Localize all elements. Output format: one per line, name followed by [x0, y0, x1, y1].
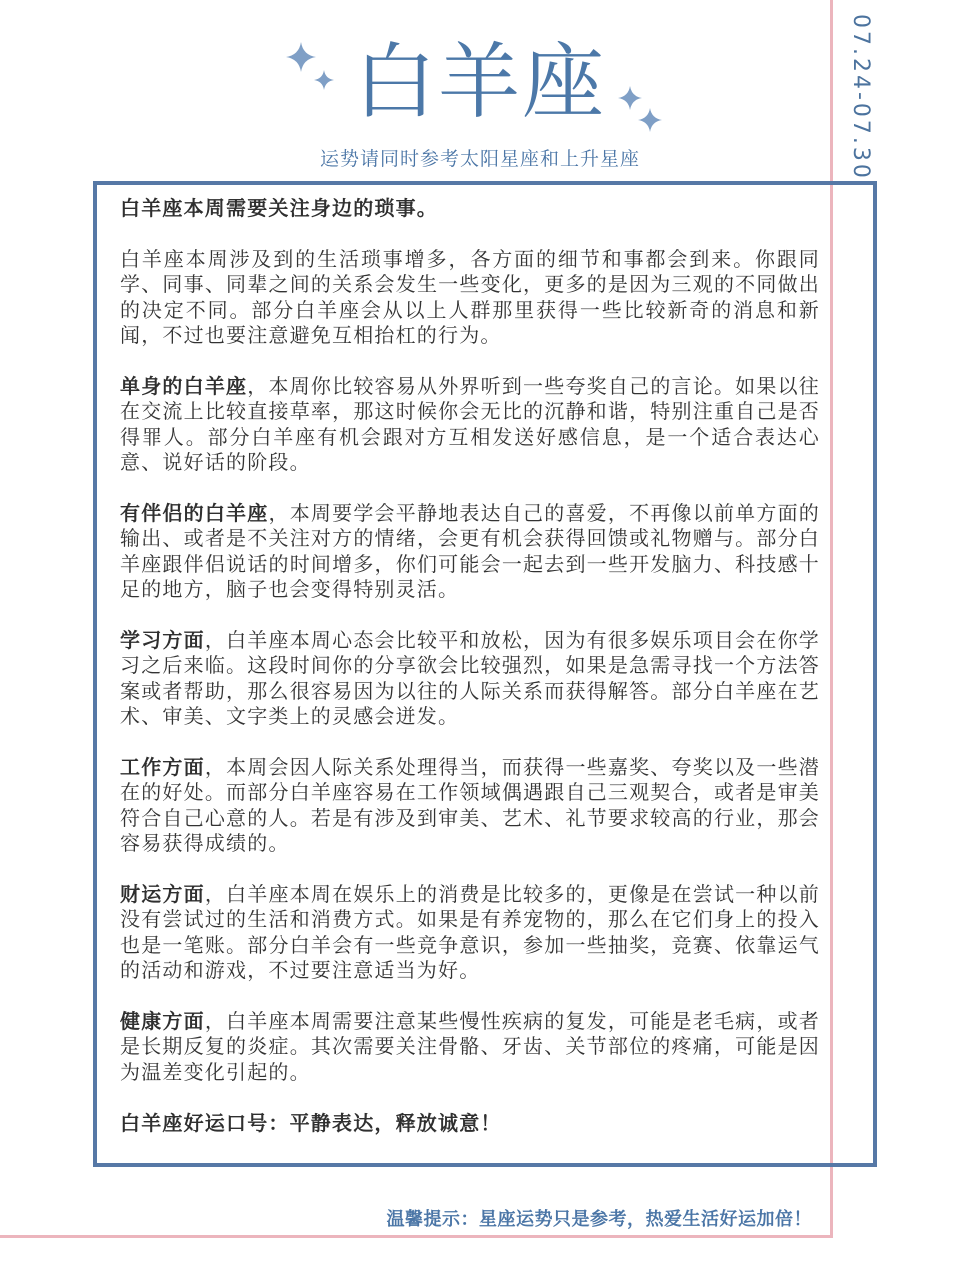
section-text: ，本周要学会平静地表达自己的喜爱，不再像以前单方面的输出、或者是不关注对方的情绪，会更有机会获得回馈或礼物赠与。部分白羊座跟伴侣说话的时间增多，你们可能会一起去到一些开发脑力、科技感十足的地方，脑子也会变得特别灵活。	[120, 500, 821, 602]
section-label: 财运方面	[120, 881, 205, 906]
slogan: 白羊座好运口号：平静表达，释放诚意！	[120, 1110, 502, 1135]
pink-horizontal-line	[0, 1235, 833, 1238]
section-label: 健康方面	[120, 1008, 205, 1033]
section-work	[120, 755, 820, 857]
section-partnered	[120, 501, 820, 603]
section-health	[120, 1009, 820, 1085]
section-text: ，白羊座本周需要注意某些慢性疾病的复发，可能是老毛病，或者是长期反复的炎症。其次需要关注骨骼、牙齿、关节部位的疼痛，可能是因为温差变化引起的。	[120, 1008, 820, 1084]
section-label: 学习方面	[120, 627, 205, 652]
section-text: ，本周你比较容易从外界听到一些夸奖自己的言论。如果以往在交流上比较直接草率，那这时候你会无比的沉静和谐，特别注重自己是否得罪人。部分白羊座有机会跟对方互相发送好感信息，是一个适合表达心意、说好话的阶段。	[120, 373, 820, 475]
section-label: 有伴侣的白羊座	[120, 500, 269, 525]
section-text: ，白羊座本周在娱乐上的消费是比较多的，更像是在尝试一种以前没有尝试过的生活和消费方式。如果是有养宠物的，那么在它们身上的投入也是一笔账。部分白羊会有一些竞争意识，参加一些抽奖，竞赛、依靠运气的活动和游戏，不过要注意适当为好。	[120, 881, 820, 983]
section-study	[120, 628, 820, 730]
section-single	[120, 374, 820, 476]
section-text: ，本周会因人际关系处理得当，而获得一些嘉奖、夸奖以及一些潜在的好处。而部分白羊座容易在工作领域偶遇跟自己三观契合，或者是审美符合自己心意的人。若是有涉及到审美、艺术、礼节要求较高的行业，那会容易获得成绩的。	[120, 754, 820, 856]
section-wealth	[120, 882, 820, 984]
page-subtitle: 运势请同时参考太阳星座和上升星座	[319, 148, 640, 170]
page-title: 白羊座	[353, 35, 606, 130]
intro-paragraph: 白羊座本周涉及到的生活琐事增多，各方面的细节和事都会到来。你跟同学、同事、同辈之间的关系会发生一些变化，更多的是因为三观的不同做出的决定不同。部分白羊座会从以上人群那里获得一些比较新奇的消息和新闻，不过也要注意避免互相抬杠的行为。	[120, 246, 820, 348]
section-label: 工作方面	[120, 754, 205, 779]
headline: 白羊座本周需要关注身边的琐事。	[120, 196, 438, 220]
horoscope-content	[120, 196, 820, 1161]
footer-tip: 温馨提示：星座运势只是参考，热爱生活好运加倍！	[386, 1209, 812, 1230]
section-label: 单身的白羊座	[120, 373, 248, 398]
date-range: 07.24-07.30	[848, 14, 873, 181]
section-text: ，白羊座本周心态会比较平和放松，因为有很多娱乐项目会在你学习之后来临。这段时间你的分享欲会比较强烈，如果是急需寻找一个方法答案或者帮助，那么很容易因为以往的人际关系而获得解答。部分白羊座在艺术、审美、文字类上的灵感会迸发。	[120, 627, 820, 729]
